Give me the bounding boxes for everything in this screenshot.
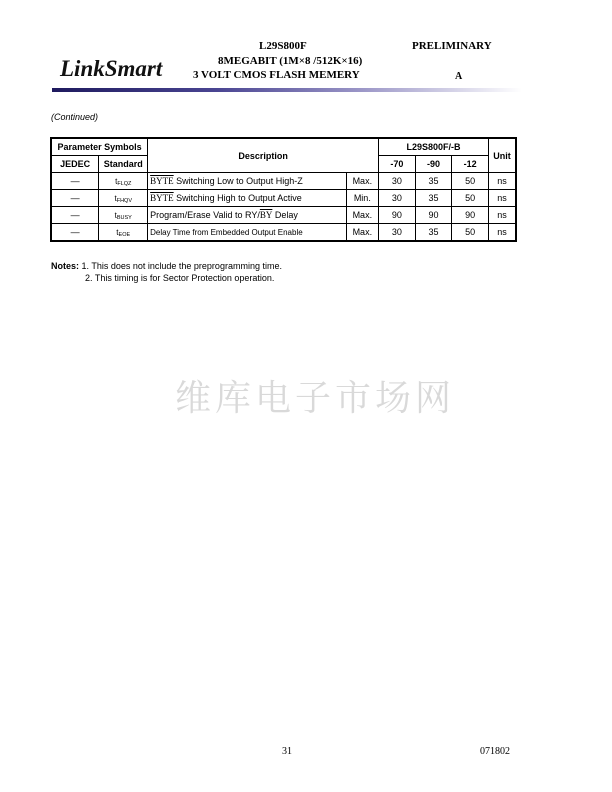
description-cell: BYTE Switching High to Output Active (148, 190, 346, 207)
continued-label: (Continued) (51, 112, 99, 122)
table-row (51, 207, 516, 224)
unit-cell: ns (488, 207, 516, 224)
value-cell: 30 (379, 190, 416, 207)
value-cell: 90 (379, 207, 416, 224)
ac-characteristics-table (50, 137, 517, 242)
table-row (51, 224, 516, 242)
notes-label: Notes: (51, 261, 80, 271)
unit-header: Unit (488, 138, 516, 173)
header-subtitle-line2: 3 VOLT CMOS FLASH MEMERY (193, 69, 360, 81)
page-number: 31 (282, 746, 292, 757)
header-subtitle-line1: 8MEGABIT (1M×8 /512K×16) (218, 55, 363, 67)
value-cell: 35 (415, 224, 452, 242)
busy-signal: $\overline{BY}$ (259, 210, 273, 220)
value-cell: 50 (452, 173, 489, 190)
document-code: 071802 (480, 746, 510, 757)
value-cell: 30 (379, 224, 416, 242)
note-1: Notes: 1. This does not include the preprogramming time. (51, 261, 282, 271)
value-cell: 90 (452, 207, 489, 224)
jedec-cell: — (51, 190, 99, 207)
value-cell: 35 (415, 173, 452, 190)
value-cell: 50 (452, 190, 489, 207)
jedec-header: JEDEC (51, 156, 99, 173)
table-header-row (51, 138, 516, 156)
unit-cell: ns (488, 190, 516, 207)
byte-signal: BYTE (150, 193, 174, 203)
jedec-cell: — (51, 224, 99, 242)
description-cell: BYTE Switching Low to Output High-Z (148, 173, 346, 190)
speed-header: -12 (452, 156, 489, 173)
value-cell: 90 (415, 207, 452, 224)
document-status: PRELIMINARY (412, 40, 492, 52)
speed-header: -90 (415, 156, 452, 173)
minmax-cell: Max. (346, 173, 379, 190)
speed-group-header: L29S800F/-B (379, 138, 489, 156)
note-2: 2. This timing is for Sector Protection operation. (85, 273, 275, 283)
jedec-cell: — (51, 173, 99, 190)
jedec-cell: — (51, 207, 99, 224)
standard-header: Standard (99, 156, 148, 173)
part-number: L29S800F (259, 40, 307, 52)
unit-cell: ns (488, 173, 516, 190)
minmax-cell: Max. (346, 224, 379, 242)
symbol-cell: $t_{FLQZ}$ (99, 173, 148, 190)
header-rule (52, 88, 522, 92)
minmax-cell: Max. (346, 207, 379, 224)
revision-label: A (455, 71, 463, 82)
byte-signal: BYTE (150, 176, 174, 186)
speed-header: -70 (379, 156, 416, 173)
param-symbols-header: Parameter Symbols (51, 138, 148, 156)
watermark: 维库电子市场网 (175, 378, 456, 418)
description-cell: Delay Time from Embedded Output Enable (148, 224, 346, 242)
value-cell: 30 (379, 173, 416, 190)
symbol-cell: $t_{BUSY}$ (99, 207, 148, 224)
symbol-cell: $t_{EOE}$ (99, 224, 148, 242)
description-cell: Program/Erase Valid to $RY/\overline{BY}$ Delay (148, 207, 346, 224)
symbol-cell: $t_{FHQV}$ (99, 190, 148, 207)
table-row (51, 173, 516, 190)
value-cell: 50 (452, 224, 489, 242)
description-header: Description (148, 138, 379, 173)
unit-cell: ns (488, 224, 516, 242)
minmax-cell: Min. (346, 190, 379, 207)
table-notes (51, 260, 282, 284)
company-logo: LinkSmart (60, 56, 163, 81)
value-cell: 35 (415, 190, 452, 207)
table-row (51, 190, 516, 207)
